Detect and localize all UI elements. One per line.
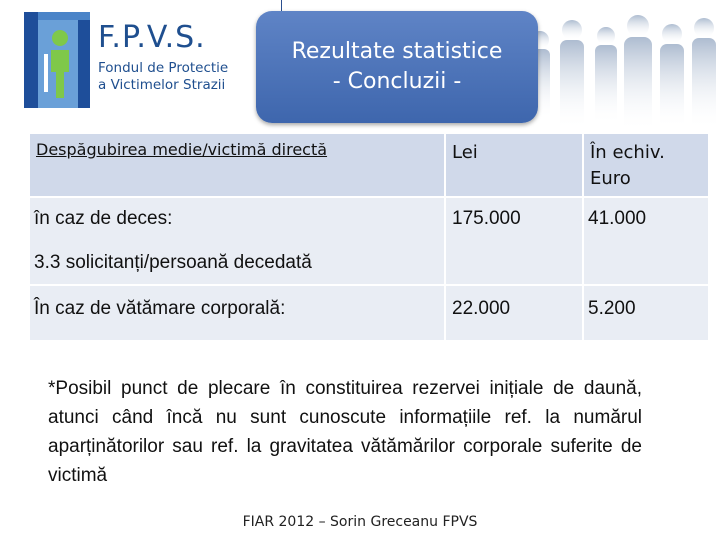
row-solicitanti-label: 3.3 solicitanți/persoană decedată — [34, 252, 312, 273]
row-vatamare-lei: 22.000 — [452, 298, 511, 319]
header-euro: În echiv. Euro — [590, 142, 665, 189]
header-cell-description — [30, 134, 444, 196]
row-vatamare-label: În caz de vătămare corporală: — [34, 298, 286, 319]
fpvs-logo-mark-icon — [24, 12, 90, 108]
crowd-silhouettes-image — [520, 0, 720, 140]
title-box — [256, 11, 538, 123]
header-cell-lei — [446, 134, 582, 196]
logo-subtitle-line2: a Victimelor Strazii — [98, 77, 226, 93]
header-description: Despăgubirea medie/victimă directă — [36, 140, 328, 159]
row-vatamare-euro: 5.200 — [588, 298, 636, 319]
table-row-vatamare — [30, 286, 444, 340]
compensation-table — [30, 134, 708, 340]
row-deces-euro: 41.000 — [588, 208, 647, 229]
row-deces-lei: 175.000 — [452, 208, 521, 229]
fpvs-logo — [24, 12, 264, 112]
row-vatamare-lei-cell — [446, 286, 582, 340]
footnote-text: *Posibil punct de plecare în constituirea rezervei inițiale de daună, atunci când încă nu sunt cunoscute informațiile ref. la numărul aparținătorilor sau ref. la gravitatea vătămărilor corporale suferite de victimă — [48, 378, 642, 486]
title-line1: Rezultate statistice — [291, 39, 503, 64]
header-cell-euro — [584, 134, 708, 196]
logo-subtitle — [98, 60, 228, 94]
logo-subtitle-line1: Fondul de Protectie — [98, 60, 229, 76]
row-deces-label: în caz de deces: — [34, 208, 173, 229]
row-deces-lei-cell — [446, 198, 582, 284]
slide-footer: FIAR 2012 – Sorin Greceanu FPVS — [242, 514, 478, 530]
row-deces-euro-cell — [584, 198, 708, 284]
logo-title: F.P.V.S. — [98, 20, 206, 55]
table-row-deces — [30, 198, 444, 284]
row-vatamare-euro-cell — [584, 286, 708, 340]
title-line2: - Concluzii - — [332, 69, 462, 94]
header-lei: Lei — [452, 142, 478, 163]
